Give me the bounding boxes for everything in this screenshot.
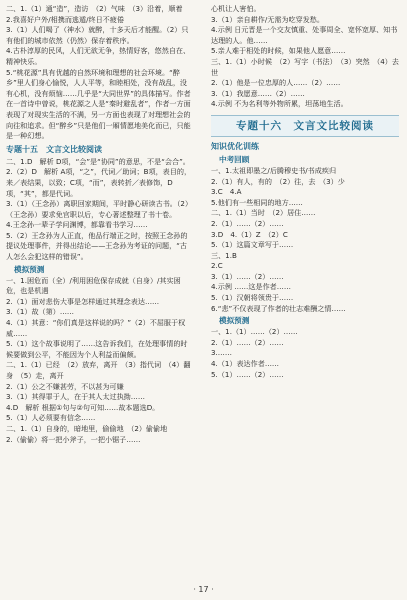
paragraph: 2.我喜好户外/相携而逃遁/终日不疲倦: [6, 14, 124, 24]
paragraph: 4.古朴淳厚的民风，人们无欲无争，热情好客，悠然自在、精神快乐。: [6, 46, 191, 66]
section-heading: 专题十五 文言文比较阅读: [6, 144, 102, 154]
paragraph: 5.（2）王念孙为人正直，他品行端正之时，按照王念孙的提议处理事件，并得出结论——王念孙为考证的问题，“古人怎么会犯这样的错误”。: [6, 230, 188, 262]
paragraph: 3.（1）人们喝了（神水）就醉，十多天后才能醒。（2）只有他们的城市依然（仍然）保存着秩序。: [6, 25, 189, 45]
paragraph: 2.（2）D 解析 A项，“之”，代词／助词；B项，表目的，来／表结果，以致；C项，“而”，表转折／表修饰，D项，“其”，都是代词。: [6, 167, 192, 198]
section-title: 专题十六 文言文比较阅读: [211, 115, 399, 137]
paragraph: 2.（1）他是一位忠厚的人……（2）……: [211, 78, 341, 88]
paragraph: 2.（偷偷）将一把小斧子，一把小锯子……: [6, 434, 141, 444]
subsection-heading: 中考回顾: [219, 154, 250, 164]
paragraph: 4.示例 ……这是作者……: [211, 282, 291, 292]
paragraph: 4.D 解析 根据①句与②句可知……故本题选D。: [6, 402, 160, 412]
paragraph: 二、1.（1）已经 （2）放弃，离开 （3）指代词 （4）翻身 （5）走，离开: [6, 360, 191, 380]
paragraph: 4.示例 不为名利等外物所累，坦荡地生活。: [211, 99, 348, 109]
paragraph: 5.（1）这篇文章写于……: [211, 240, 294, 250]
paragraph: 3.……: [211, 348, 232, 358]
paragraph: 5.“桃花源”具有优越的自然环境和理想的社会环境。“醉乡”里人们身心愉悦，人人平等，和睦相处，没有战乱，没有心机，没有烦恼……几乎是“大同世界”的具体描写。作者在一首诗中曾说，桃花源之人是“秦时避乱者”，作者一方面表现了对现实生活的不满，另一方面也表现了对理想社会的向往和追求。但“醉乡”只是他们一厢情愿地美化而已，只能是一种幻想。: [6, 67, 191, 141]
paragraph: 2.（1）面对悲伤大事是怎样通过其理念表达……: [6, 296, 160, 306]
paragraph: 2.（1）……（2）……: [211, 337, 284, 347]
paragraph: 2.C: [211, 261, 223, 271]
paragraph: 3.（1）（王念孙）离职回家期间，平时静心研读古书。（2）（王念孙）要求免官职以后，专心著述整理了书十卷。: [6, 199, 193, 219]
paragraph: 5.（1）人必须要有信念……: [6, 413, 96, 423]
right-column: [211, 4, 399, 380]
paragraph: 二、1.（1）当时 （2）居住……: [211, 208, 316, 218]
paragraph: 一、1.（1）……（2）……: [211, 327, 298, 337]
paragraph: 5.亲人难于相处的时候，如果他人愿意……: [211, 46, 346, 56]
paragraph: 5.（1）汉朝将领贵于……: [211, 293, 294, 303]
paragraph: 二、1.（1）通“造”，造访 （2）气味 （3）沿着，顺着: [6, 4, 183, 13]
subsection-heading: 知识优化训练: [211, 141, 259, 151]
paragraph: 一、1.困危而（全）/利用困危保存成就（自身）/其实困危，也是机遇: [6, 275, 181, 296]
paragraph: 4.（1）表达作者……: [211, 359, 280, 369]
paragraph: 4.王念孙一辈子学问渊博，都靠看书学习……: [6, 220, 148, 230]
paragraph: 2.（1）……（2）……: [211, 218, 284, 228]
paragraph: 6.“悲”不仅表现了作者的壮志难酬之情……: [211, 303, 346, 313]
paragraph: 三、1.B: [211, 250, 237, 260]
paragraph: 心机让人害怕。: [211, 4, 261, 13]
paragraph: 二、1.D 解析 D项，“会”是“协同”的意思，不是“会合”。: [6, 156, 190, 166]
paragraph: 3.（1）我愿意……（2）……: [211, 88, 305, 98]
paragraph: 二、1.（1）自身的，暗地里，偷偷地 （2）偷偷地: [6, 423, 168, 433]
paragraph: 三、1.（1）小时候 （2）写字（书法） （3）突然 （4）去世: [211, 56, 399, 77]
paragraph: 4.（1）其意：“你们真是这样说的吗？”（2）不屈服于权威……: [6, 318, 186, 338]
paragraph: 3.C 4.A: [211, 187, 242, 197]
paragraph: 5.他们有一些相同的地方……: [211, 197, 303, 207]
subsection-heading: 模拟预测: [219, 316, 250, 326]
paragraph: 3.（1）其得罪于人，在于其人太过执拗……: [6, 392, 145, 402]
paragraph: 3.D 4.（1）Z （2）C: [211, 229, 288, 239]
subsection-heading: 模拟预测: [14, 264, 45, 274]
paragraph: 3.（1）故（第）……: [6, 307, 75, 317]
page-number: · 17 ·: [193, 585, 214, 594]
left-column: [6, 4, 194, 445]
paragraph: 5.（1）这个故事说明了……这告诉我们，在处理事情的时候要做到公平，不能因为个人利益而偏颇。: [6, 339, 188, 359]
paragraph: 一、1.太祖即墨之/后腾穆史书/书成疾归: [211, 165, 337, 175]
paragraph: 4.示例 日元晋是一个交友慎重、处事周全、宽怀宽厚、知书达理的人。他……: [211, 25, 398, 45]
paragraph: 3.（1）……（2）……: [211, 271, 284, 281]
paragraph: 2.（1）有人，有的 （2）往，去 （3）少: [211, 176, 345, 186]
paragraph: 5.（1）……（2）……: [211, 369, 284, 379]
paragraph: 3.（1）亲自耕作/无需为吃穿发愁。: [211, 14, 324, 24]
paragraph: 2.（1）公之不嫌甚劳，不以甚为可嫌: [6, 381, 124, 391]
